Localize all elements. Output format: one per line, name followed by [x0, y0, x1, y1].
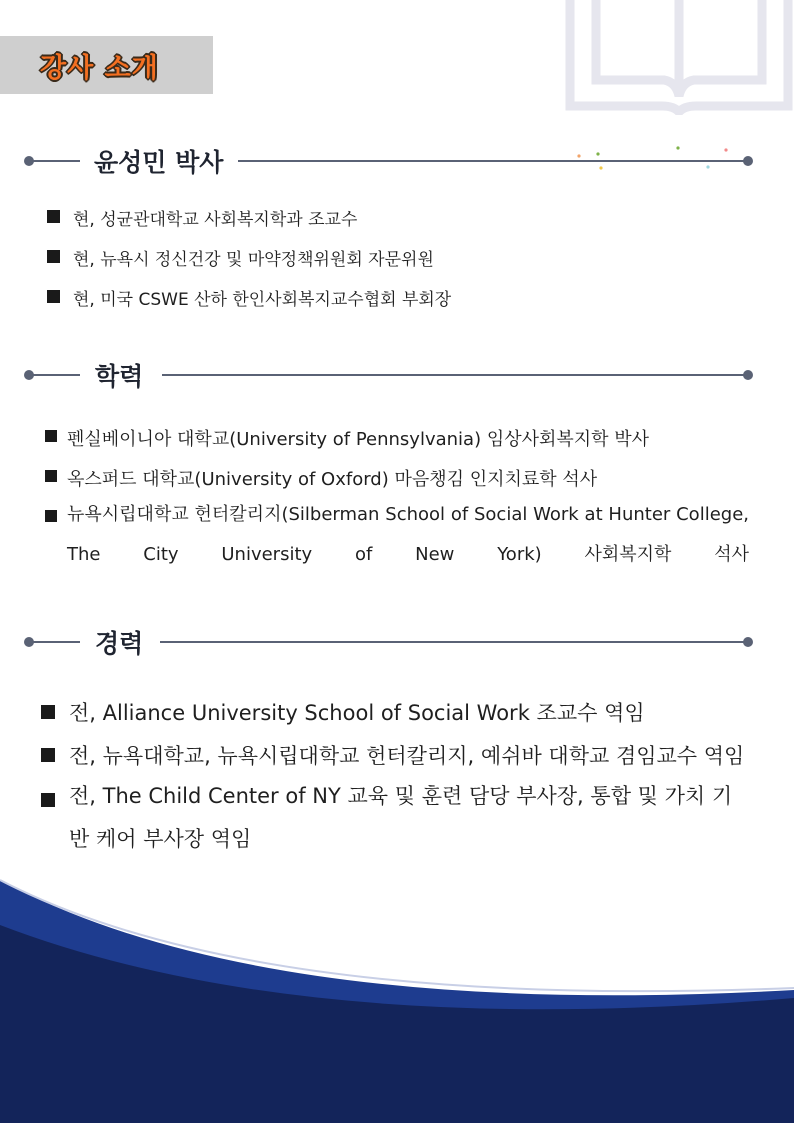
divider-line	[30, 374, 80, 376]
education-title: 학력	[95, 362, 144, 391]
footer-wave-decoration	[0, 870, 794, 1123]
square-bullet-icon	[47, 250, 60, 263]
divider-line	[30, 641, 80, 643]
profile-title: 윤성민 박사	[94, 148, 224, 177]
list-item: 전, 뉴욕대학교, 뉴욕시립대학교 헌터칼리지, 예쉬바 대학교 겸임교수 역임	[41, 740, 745, 783]
section-header-career	[0, 622, 794, 662]
square-bullet-icon	[41, 793, 55, 807]
divider-line	[162, 374, 748, 376]
profile-list	[47, 205, 451, 325]
square-bullet-icon	[41, 748, 55, 762]
header-tag-label: 강사 소개	[40, 53, 159, 84]
list-item: 현, 성균관대학교 사회복지학과 조교수	[47, 205, 451, 245]
divider-line	[30, 160, 80, 162]
square-bullet-icon	[45, 470, 57, 482]
square-bullet-icon	[47, 210, 60, 223]
divider-dot	[743, 370, 753, 380]
career-title: 경력	[95, 629, 144, 658]
career-list	[41, 697, 745, 861]
list-item: 뉴욕시립대학교 헌터칼리지(Silberman School of Social Work at Hunter College, The City University of New York) 사회복지학 석사	[45, 495, 749, 575]
divider-dot	[743, 637, 753, 647]
section-header-education	[0, 355, 794, 395]
list-item: 현, 뉴욕시 정신건강 및 마약정책위원회 자문위원	[47, 245, 451, 285]
divider-line	[160, 641, 748, 643]
divider-dot	[743, 156, 753, 166]
list-item: 옥스퍼드 대학교(University of Oxford) 마음챙김 인지치료학 석사	[45, 465, 749, 505]
confetti-decoration	[570, 140, 740, 174]
square-bullet-icon	[41, 705, 55, 719]
book-icon	[564, 0, 794, 115]
list-item: 전, The Child Center of NY 교육 및 훈련 담당 부사장, 통합 및 가치 기반 케어 부사장 역임	[41, 775, 745, 861]
list-item: 현, 미국 CSWE 산하 한인사회복지교수협회 부회장	[47, 285, 451, 325]
list-item: 전, Alliance University School of Social Work 조교수 역임	[41, 697, 745, 740]
square-bullet-icon	[45, 510, 57, 522]
square-bullet-icon	[47, 290, 60, 303]
header-tag	[0, 36, 213, 94]
education-list	[45, 425, 749, 575]
list-item: 펜실베이니아 대학교(University of Pennsylvania) 임상사회복지학 박사	[45, 425, 749, 465]
square-bullet-icon	[45, 430, 57, 442]
